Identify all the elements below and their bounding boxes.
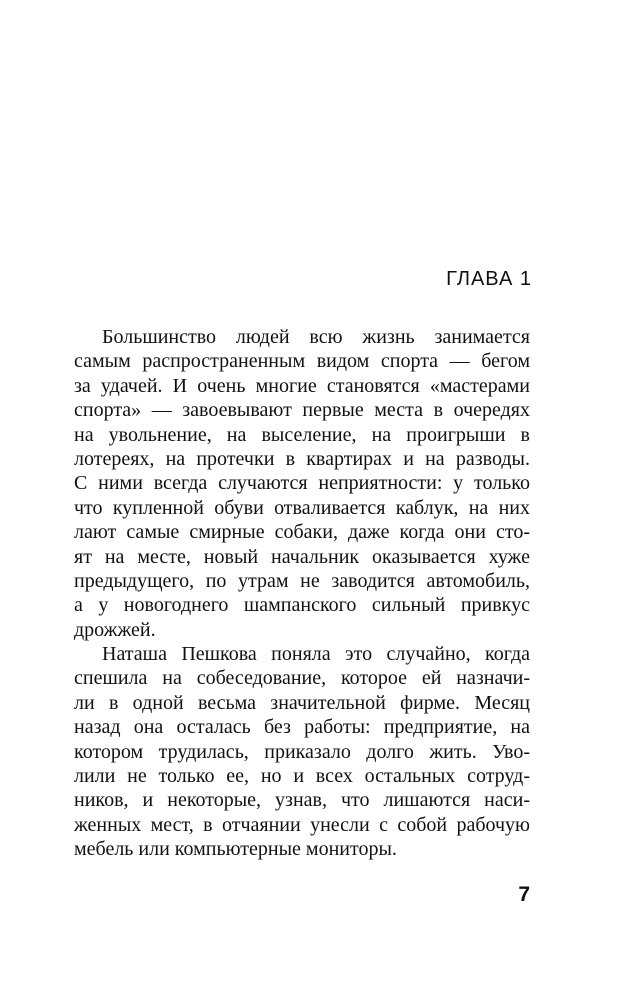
text-line: женных мест, в отчаянии унесли с собой рабочую [74, 813, 530, 836]
text-line: ли в одной весьма значительной фирме. Месяц [74, 691, 530, 714]
page-number: 7 [518, 883, 530, 906]
text-line: за удачей. И очень многие становятся «мастерами [74, 374, 530, 397]
text-line: Большинство людей всю жизнь занимается [102, 326, 530, 348]
text-line: спешила на собеседование, которое ей назначи- [74, 667, 530, 690]
text-line: предыдущего, по утрам не заводится автомобиль, [74, 569, 530, 592]
text-line: С ними всегда случаются неприятности: у только [74, 472, 530, 495]
chapter-heading: ГЛАВА 1 [446, 268, 532, 290]
text-line: мебель или компьютерные мониторы. [74, 838, 397, 861]
text-line: а у новогоднего шампанского сильный привкус [74, 594, 530, 617]
text-line: спорта» — завоевывают первые места в очередях [74, 399, 530, 422]
text-line: лили не только ее, но и всех остальных сотруд- [74, 765, 530, 788]
text-line: дрожжей. [74, 618, 156, 641]
text-line: назад она осталась без работы: предприятие, на [74, 716, 530, 739]
text-line: ников, и некоторые, узнав, что лишаются наси- [74, 789, 530, 812]
text-line: Наташа Пешкова поняла это случайно, когда [102, 643, 530, 666]
text-line: самым распространенным видом спорта — бегом [74, 350, 530, 373]
text-line: котором трудилась, приказало долго жить. Уво- [74, 740, 530, 763]
body-text [74, 325, 530, 862]
text-line: ят на месте, новый начальник оказывается хуже [74, 545, 530, 568]
text-line: лают самые смирные собаки, даже когда они сто- [74, 521, 530, 544]
text-line: что купленной обуви отваливается каблук, на них [74, 496, 530, 519]
text-line: на увольнение, на выселение, на проигрыши в [74, 423, 530, 446]
text-line: лотереях, на протечки в квартирах и на разводы. [74, 447, 530, 470]
